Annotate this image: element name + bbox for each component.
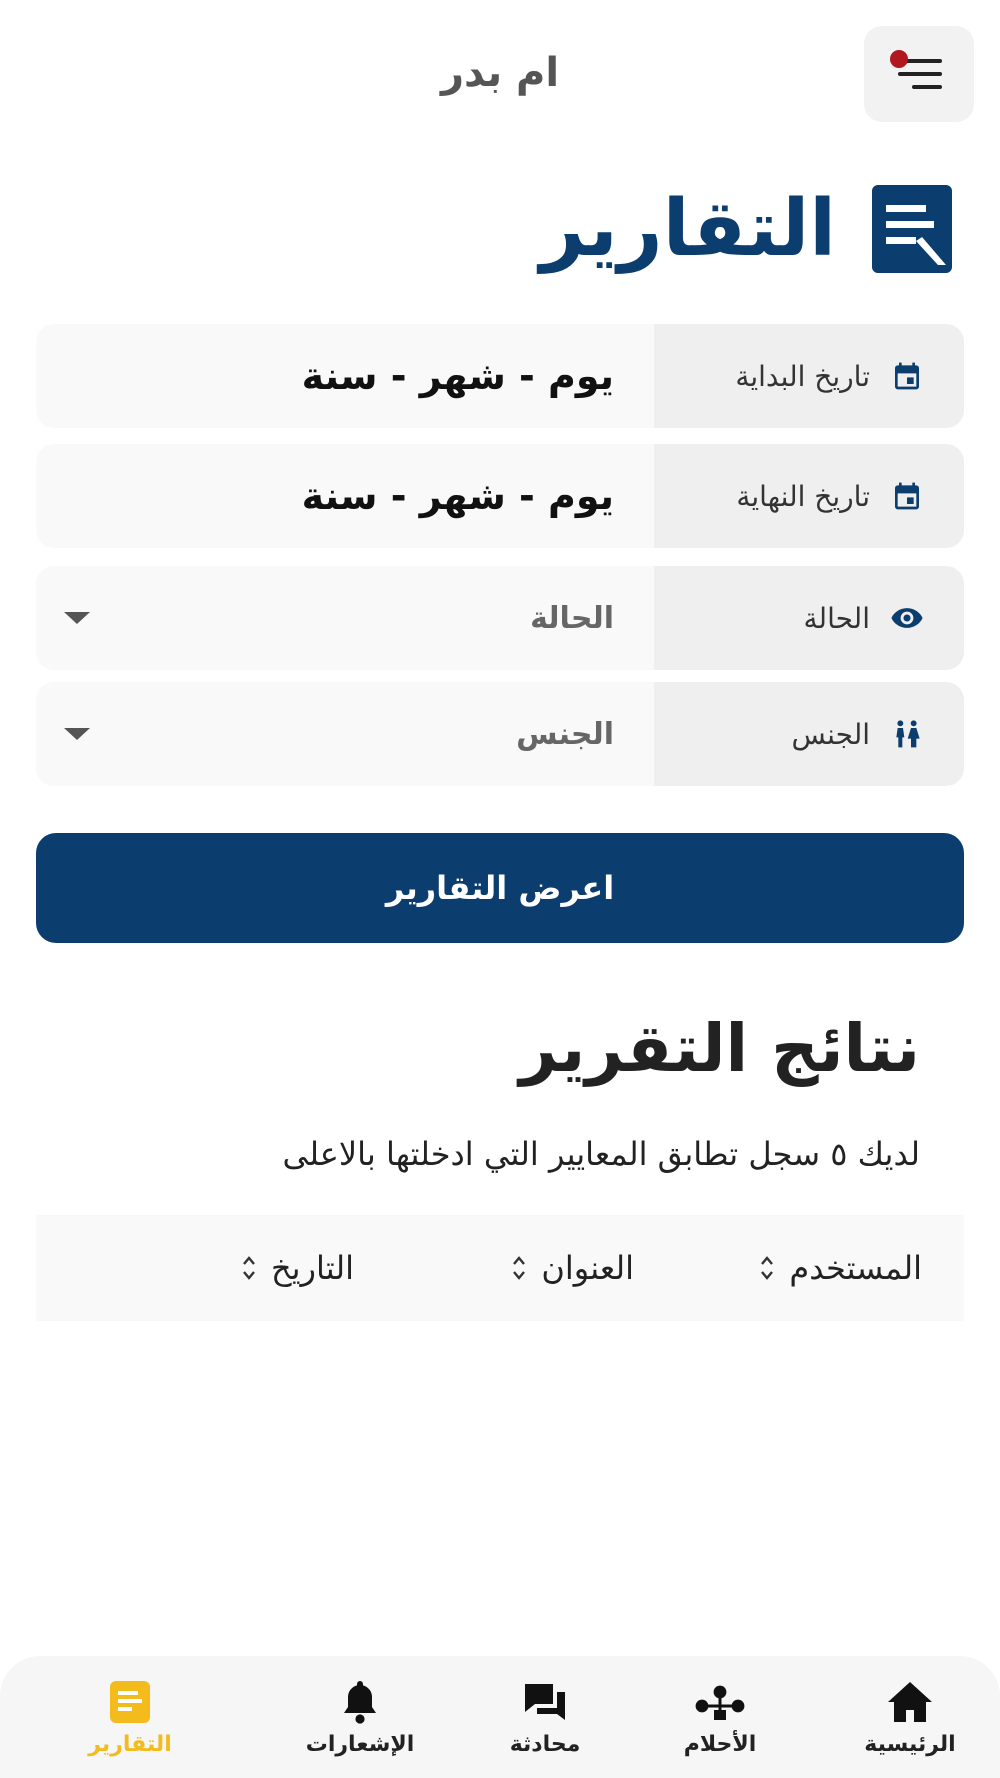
report-logo-icon xyxy=(872,185,952,273)
gender-placeholder: الجنس xyxy=(516,716,614,752)
calendar-icon xyxy=(890,479,924,513)
status-label xyxy=(654,566,964,670)
bell-icon xyxy=(334,1678,386,1726)
nav-item-home-label: الرئيسية xyxy=(864,1732,956,1757)
home-icon xyxy=(884,1678,936,1726)
nav-item-dreams[interactable] xyxy=(640,1656,800,1778)
chevron-down-icon xyxy=(64,612,90,624)
user-name: ام بدر xyxy=(440,50,560,96)
nav-item-chat[interactable] xyxy=(465,1656,625,1778)
column-header-user[interactable] xyxy=(759,1215,922,1321)
page-title: التقارير xyxy=(539,184,836,274)
chat-icon xyxy=(519,1678,571,1726)
sort-icon xyxy=(511,1253,527,1283)
status-field[interactable] xyxy=(36,566,964,670)
end-date-label xyxy=(654,444,964,548)
column-header-user-label: المستخدم xyxy=(789,1249,922,1287)
end-date-value: يوم - شهر - سنة xyxy=(301,474,614,518)
results-table-header xyxy=(36,1215,964,1321)
end-date-input[interactable] xyxy=(36,444,654,548)
column-header-date[interactable] xyxy=(241,1215,354,1321)
status-select[interactable] xyxy=(36,566,654,670)
column-header-date-label: التاريخ xyxy=(270,1249,354,1287)
nav-item-dreams-label: الأحلام xyxy=(683,1732,757,1757)
end-date-label-text: تاريخ النهاية xyxy=(736,479,870,513)
start-date-label-text: تاريخ البداية xyxy=(735,359,870,393)
start-date-input[interactable] xyxy=(36,324,654,428)
sort-icon xyxy=(241,1253,257,1283)
status-placeholder: الحالة xyxy=(530,600,614,636)
gender-label-text: الجنس xyxy=(791,717,870,751)
nav-item-notifications-label: الإشعارات xyxy=(305,1732,415,1757)
show-reports-button[interactable]: اعرض التقارير xyxy=(36,833,964,943)
start-date-value: يوم - شهر - سنة xyxy=(301,354,614,398)
nav-item-home[interactable] xyxy=(830,1656,990,1778)
app-header xyxy=(0,0,1000,140)
column-header-title-label: العنوان xyxy=(541,1249,634,1287)
page-title-row xyxy=(540,185,952,273)
network-icon xyxy=(694,1678,746,1726)
gender-field[interactable] xyxy=(36,682,964,786)
nav-item-reports[interactable] xyxy=(50,1656,210,1778)
sort-icon xyxy=(759,1253,775,1283)
gender-icon xyxy=(890,717,924,751)
gender-select[interactable] xyxy=(36,682,654,786)
start-date-label xyxy=(654,324,964,428)
chevron-down-icon xyxy=(64,728,90,740)
results-title: نتائج التقرير xyxy=(519,1010,920,1087)
nav-item-reports-label: التقارير xyxy=(88,1732,172,1757)
nav-item-notifications[interactable] xyxy=(280,1656,440,1778)
status-label-text: الحالة xyxy=(803,601,870,635)
gender-label xyxy=(654,682,964,786)
report-icon xyxy=(104,1678,156,1726)
start-date-field[interactable] xyxy=(36,324,964,428)
bottom-nav xyxy=(0,1656,1000,1778)
column-header-title[interactable] xyxy=(511,1215,634,1321)
eye-icon xyxy=(890,601,924,635)
calendar-icon xyxy=(890,359,924,393)
results-count: لديك ٥ سجل تطابق المعايير التي ادخلتها بالاعلى xyxy=(282,1135,920,1173)
nav-item-chat-label: محادثة xyxy=(509,1732,581,1757)
end-date-field[interactable] xyxy=(36,444,964,548)
